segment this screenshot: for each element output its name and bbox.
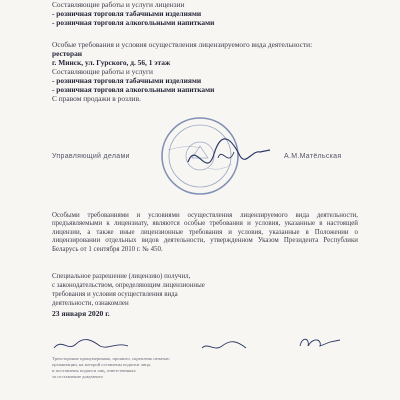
section2-item-alcohol: - розничная торговля алкогольными напитками [52, 85, 215, 94]
bottom-note-line-3: и поставлены подписи лиц, ответственных [52, 368, 136, 373]
bottom-note-line-4: за составление документа [52, 374, 103, 379]
ack-line-2: с законодательством, определяющим лицензионные [52, 282, 205, 289]
ack-line-4: деятельности, ознакомлен [52, 300, 129, 307]
bottom-note-line-1: Трехсторонне пронумеровано, прошито, скреплено печатью [52, 356, 170, 361]
section2-extra: С правом продажи в розлив. [52, 94, 141, 103]
recipient-signature [52, 334, 132, 354]
section1-intro: Составляющие работы и услуги лицензии [52, 0, 185, 9]
ack-line-3: требования и условия осуществления вида [52, 291, 178, 298]
section2-intro: Составляющие работы и услуги [52, 67, 153, 76]
section2-address: г. Минск, ул. Гурского, д. 56, 1 этаж [52, 58, 171, 67]
section1-item-tobacco: - розничная торговля табачными изделиями [52, 9, 202, 18]
ack-line-1: Специальное разрешение (лицензию) получил, [52, 273, 191, 280]
third-signature [296, 332, 346, 352]
official-stamp-with-signature [148, 110, 276, 202]
conditions-paragraph: Особыми требованиями и условиями осуществления лицензируемого вида деятельности, предъявляемыми к лицензиату, являются особые требования и условия, указанные в настоящей лицензии, а также иные лицензионные требования и условия, указанные в Положении о лицензировании отдельных видов деятельности, утвержденном Указом Президента Республики Беларусь от 1 сентября 2010 г. № 450. [52, 212, 358, 253]
section2-header: Особые требования и условия осуществления лицензируемого вида деятельности: [52, 40, 313, 49]
ack-date: 23 января 2020 г. [52, 309, 110, 318]
section2-venue: ресторан [52, 49, 83, 58]
signer-name: А.М.Матёльская [284, 153, 342, 160]
signer-role: Управляющий делами [52, 153, 130, 160]
bottom-note-line-2: организации, на которой оставлены подписи лица, [52, 362, 151, 367]
second-signature [200, 336, 250, 354]
section1-item-alcohol: - розничная торговля алкогольными напитками [52, 18, 215, 27]
section2-item-tobacco: - розничная торговля табачными изделиями [52, 76, 202, 85]
